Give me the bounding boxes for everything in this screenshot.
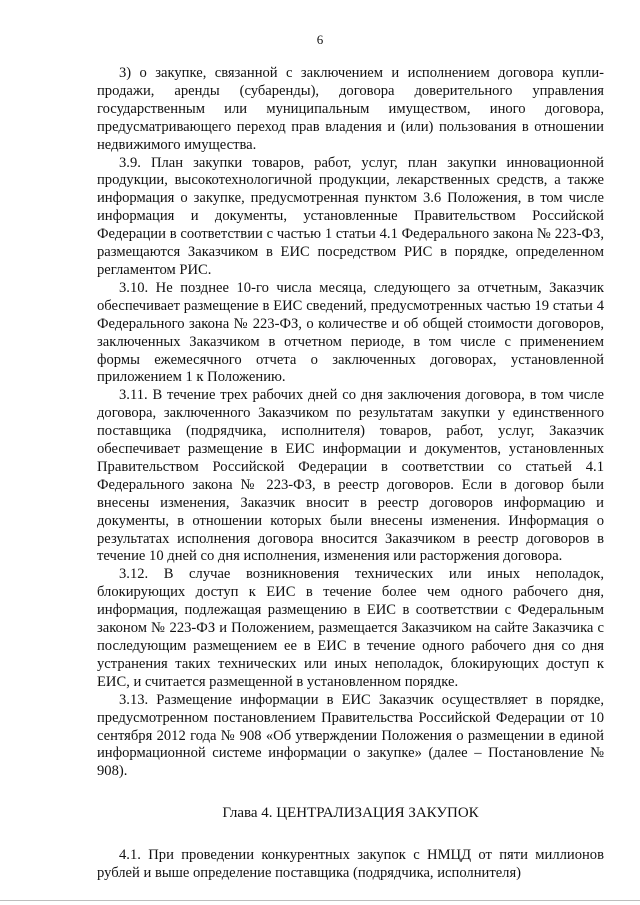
document-body (97, 65, 604, 883)
page-number: 6 (316, 32, 324, 47)
chapter-heading: Глава 4. ЦЕНТРАЛИЗАЦИЯ ЗАКУПОК (222, 805, 479, 822)
paragraph-3-13: 3.13. Размещение информации в ЕИС Заказчик осуществляет в порядке, предусмотренном постановлением Правительства Российской Федерации от 10 сентября 2012 года № 908 «Об утверждении Положения о размещении в единой информационной системе информации о закупке» (далее – Постановление № 908). (97, 691, 604, 780)
paragraph-4-1: 4.1. При проведении конкурентных закупок с НМЦД от пяти миллионов рублей и выше определение поставщика (подрядчика, исполнителя) (97, 847, 604, 882)
paragraph-3-10: 3.10. Не позднее 10-го числа месяца, следующего за отчетным, Заказчик обеспечивает размещение в ЕИС сведений, предусмотренных частью 19 статьи 4 Федерального закона № 223-ФЗ, о количестве и об общей стоимости договоров, заключенных Заказчиком в отчетном периоде, в том числе с применением формы ежемесячного отчета о заключенных договорах, установленной приложением 1 к Положению. (97, 279, 604, 386)
paragraph-3-11: 3.11. В течение трех рабочих дней со дня заключения договора, в том числе договора, заключенного Заказчиком по результатам закупки у единственного поставщика (подрядчика, исполнителя) товаров, работ, услуг, Заказчик обеспечивает размещение в ЕИС информации и документов, установленных Правительством Российской Федерации в соответствии со статьей 4.1 Федерального закона № 223-ФЗ, в реестр договоров. Если в договор были внесены изменения, Заказчик вносит в реестр договоров информацию и документы, в отношении которых были внесены изменения. Информация о результатах исполнения договора вносится Заказчиком в реестр договоров в течение 10 дней со дня исполнения, изменения или расторжения договора. (97, 387, 604, 565)
paragraph-3-8-item-3: 3) о закупке, связанной с заключением и исполнением договора купли-продажи, аренды (субаренды), договора доверительного управления государственным или муниципальным имуществом, иного договора, предусматривающего переход прав владения и (или) пользования в отношении недвижимого имущества. (97, 65, 604, 153)
page-bottom-edge (0, 900, 640, 901)
paragraph-3-9: 3.9. План закупки товаров, работ, услуг, план закупки инновационной продукции, высокотехнологичной продукции, лекарственных средств, а также информация о закупке, предусмотренная пунктом 3.6 Положения, в том числе информация и документы, установленные Правительством Российской Федерации в соответствии с частью 1 статьи 4.1 Федерального закона № 223-ФЗ, размещаются Заказчиком в ЕИС посредством РИС в порядке, определенном регламентом РИС. (97, 154, 604, 278)
paragraph-3-12: 3.12. В случае возникновения технических или иных неполадок, блокирующих доступ к ЕИС в течение более чем одного рабочего дня, информация, подлежащая размещению в ЕИС в соответствии с Федеральным законом № 223-ФЗ и Положением, размещается Заказчиком на сайте Заказчика с последующим размещением ее в ЕИС в течение одного рабочего дня со дня устранения таких технических или иных неполадок, блокирующих доступ к ЕИС, и считается размещенной в установленном порядке. (97, 566, 604, 690)
